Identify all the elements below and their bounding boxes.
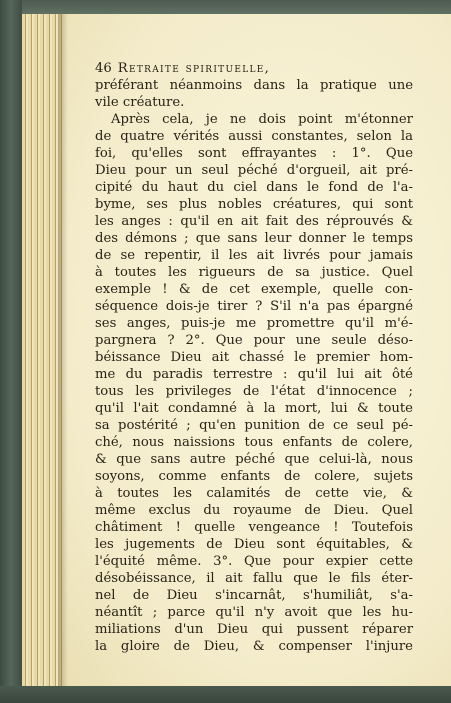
book-cover-top bbox=[0, 0, 451, 14]
body-text bbox=[95, 77, 413, 655]
text-line: les jugements de Dieu sont équitables, & bbox=[95, 537, 413, 552]
text-line: qu'il l'ait condamné à la mort, lui & toute bbox=[95, 401, 413, 416]
text-line: sa postérité ; qu'en punition de ce seul pé- bbox=[95, 418, 413, 433]
text-line: vile créature. bbox=[95, 95, 185, 110]
gutter-shadow bbox=[58, 14, 68, 686]
text-line: de quatre vérités aussi constantes, selon la bbox=[95, 129, 413, 144]
text-line: & que sans autre péché que celui-là, nous bbox=[95, 452, 413, 467]
text-line: à toutes les calamités de cette vie, & bbox=[95, 486, 413, 501]
text-line: Dieu pour un seul péché d'orgueil, ait pré- bbox=[95, 163, 413, 178]
text-line: la gloire de Dieu, & compenser l'injure bbox=[95, 639, 413, 654]
text-line: soyons, comme enfants de colere, sujets bbox=[95, 469, 413, 484]
text-line: miliations d'un Dieu qui pussent réparer bbox=[95, 622, 413, 637]
text-line: les anges : qu'il en ait fait des réprouvés & bbox=[95, 214, 413, 229]
text-line: désobéissance, il ait fallu que le fils éter- bbox=[95, 571, 413, 586]
text-line: préférant néanmoins dans la pratique une bbox=[95, 78, 413, 93]
text-line: à toutes les rigueurs de sa justice. Quel bbox=[95, 265, 413, 280]
page-text bbox=[95, 60, 413, 655]
text-line: Après cela, je ne dois point m'étonner bbox=[111, 112, 413, 127]
text-line: de se repentir, il les ait livrés pour jamais bbox=[95, 248, 413, 263]
text-line: béissance Dieu ait chassé le premier hom- bbox=[95, 350, 413, 365]
text-line: tous les privileges de l'état d'innocence ; bbox=[95, 384, 413, 399]
text-line: exemple ! & de cet exemple, quelle con- bbox=[95, 282, 413, 297]
text-line: byme, ses plus nobles créatures, qui sont bbox=[95, 197, 413, 212]
page-number: 46 bbox=[95, 61, 112, 76]
book-cover-bottom bbox=[0, 686, 451, 703]
text-line: nel de Dieu s'incarnât, s'humiliât, s'a- bbox=[95, 588, 413, 603]
text-line: ché, nous naissions tous enfants de colere, bbox=[95, 435, 413, 450]
text-line: foi, qu'elles sont effrayantes : 1°. Que bbox=[95, 146, 413, 161]
text-line: l'équité même. 3°. Que pour expier cette bbox=[95, 554, 413, 569]
text-line: cipité du haut du ciel dans le fond de l'a- bbox=[95, 180, 413, 195]
page-edges bbox=[22, 14, 62, 686]
text-line: néantît ; parce qu'il n'y avoit que les hu- bbox=[95, 605, 413, 620]
text-line: des démons ; que sans leur donner le temps bbox=[95, 231, 413, 246]
text-line: châtiment ! quelle vengeance ! Toutefois bbox=[95, 520, 413, 535]
text-line: même exclus du royaume de Dieu. Quel bbox=[95, 503, 413, 518]
text-line: ses anges, puis-je me promettre qu'il m'é- bbox=[95, 316, 413, 331]
text-line: pargnera ? 2°. Que pour une seule déso- bbox=[95, 333, 413, 348]
book-spine bbox=[0, 0, 22, 703]
text-line: me du paradis terrestre : qu'il lui ait ôté bbox=[95, 367, 413, 382]
running-title: Retraite spirituelle, bbox=[117, 61, 271, 76]
page-header bbox=[95, 60, 413, 77]
text-line: séquence dois-je tirer ? S'il n'a pas épargné bbox=[95, 299, 413, 314]
